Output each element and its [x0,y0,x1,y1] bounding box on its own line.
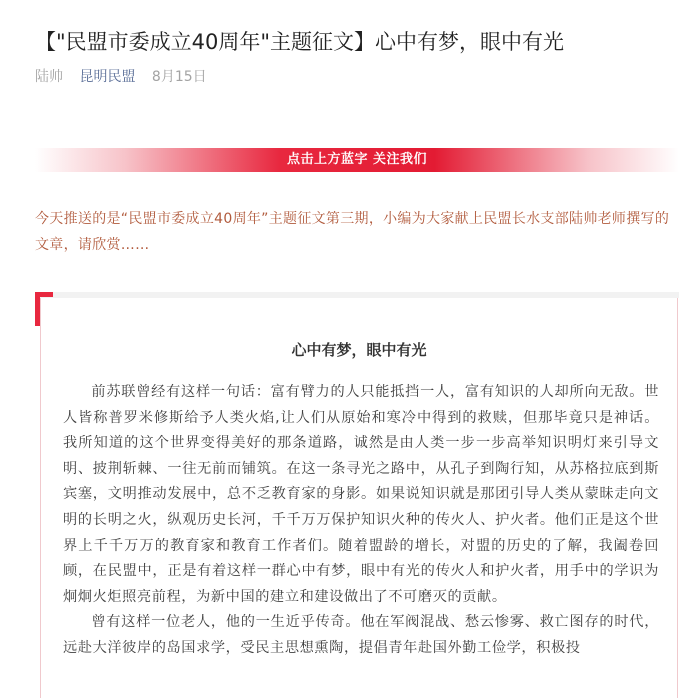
publish-date: 8月15日 [151,69,207,85]
intro-text: 今天推送的是“民盟市委成立40周年”主题征文第三期，小编为大家献上民盟长水支部陆帅老师撰写的文章，请欣赏…… [35,211,670,253]
card-corner-accent-top [35,292,53,297]
essay-card [40,298,678,698]
essay-paragraph: 曾有这样一位老人，他的一生近乎传奇。他在军阀混战、愁云惨雾、救亡图存的时代，远赴大洋彼岸的岛国求学，受民主思想熏陶，提倡青年赴国外勤工俭学，积极投 [63,614,659,656]
article-title: 【"民盟市委成立40周年"主题征文】心中有梦，眼中有光 [35,30,565,54]
account-link[interactable]: 昆明民盟 [79,69,136,85]
essay-title: 心中有梦，眼中有光 [291,341,427,359]
follow-banner[interactable]: 点击上方蓝字 关注我们 [35,148,679,172]
essay-body [63,380,659,662]
article-meta [35,67,207,87]
essay-paragraph: 前苏联曾经有这样一句话：富有臂力的人只能抵挡一人，富有知识的人却所向无敌。世人皆称普罗米修斯给予人类火焰,让人们从原始和寒冷中得到的救赎，但那毕竟只是神话。我所知道的这个世界变得美好的那条道路，诚然是由人类一步一步高举知识明灯来引导文明、披荆斩棘、一往无前而铺筑。在这一条寻光之路中，从孔子到陶行知，从苏格拉底到斯宾塞，文明推动发展中，总不乏教育家的身影。如果说知识就是那团引导人类从蒙昧走向文明的长明之火，纵观历史长河，千千万万保护知识火种的传火人、护火者。他们正是这个世界上千千万万的教育家和教育工作者们。随着盟龄的增长，对盟的历史的了解，我阖卷回顾，在民盟中，正是有着这样一群心中有梦，眼中有光的传火人和护火者，用手中的学识为炯炯火炬照亮前程，为新中国的建立和建设做出了不可磨灭的贡献。 [63,384,659,605]
author-name: 陆帅 [35,69,63,85]
